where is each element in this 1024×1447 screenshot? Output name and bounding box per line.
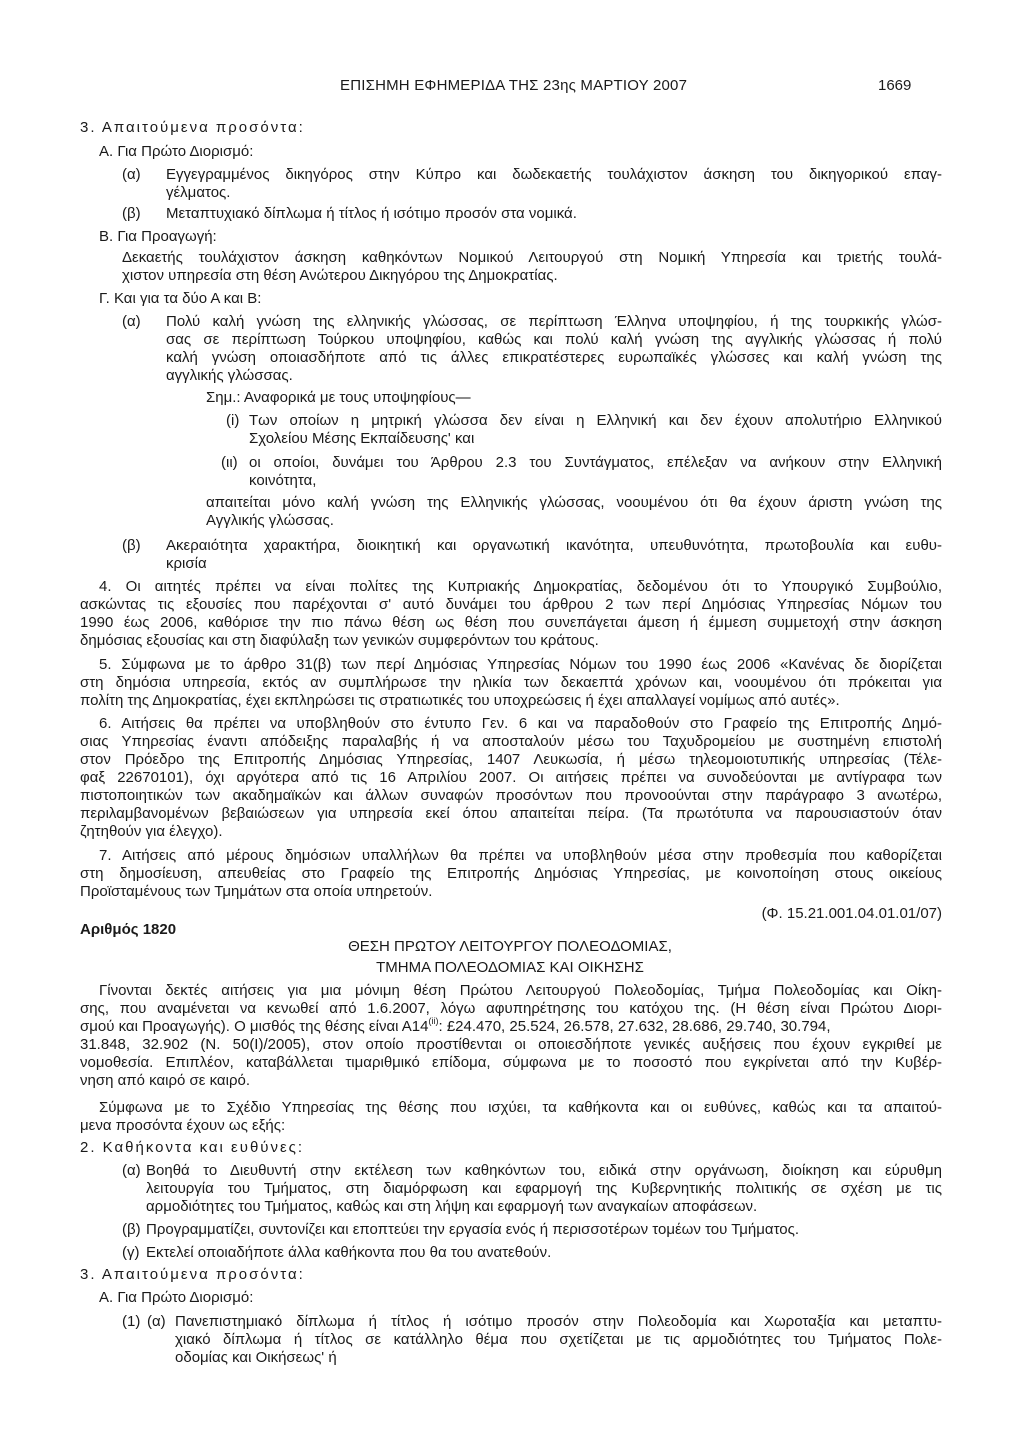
item-label: (α) (147, 1313, 166, 1330)
paragraph-line: Πολύ καλή γνώση της ελληνικής γλώσσας, σε περίπτωση Έλληνα υποψηφίου, ή της τουρκικής γλώσ- (166, 313, 942, 330)
notice-number: Αριθμός 1820 (80, 921, 177, 938)
paragraph-line: Αγγλικής γλώσσας. (206, 512, 334, 529)
salary-superscript: (ii) (428, 1016, 439, 1026)
item-label: (ιι) (221, 454, 238, 471)
section-heading: 3. Απαιτούμενα προσόντα: (80, 119, 305, 136)
paragraph-line: 31.848, 32.902 (Ν. 50(Ι)/2005), στον οποίο προστίθενται οι οποιεσδήποτε γενικές αυξήσεις που έχουν εγκριθεί με (80, 1036, 942, 1053)
section-heading: 3. Απαιτούμενα προσόντα: (80, 1266, 305, 1283)
paragraph-line: αρμοδιότητες του Τμήματος, καθώς και στη λήψη και εφαρμογή των αναγκαίων αποφάσεων. (146, 1198, 758, 1215)
paragraph-line: Των οποίων η μητρική γλώσσα δεν είναι η Ελληνική και δεν έχουν απολυτήριο Ελληνικού (249, 412, 942, 429)
page-number: 1669 (878, 77, 912, 94)
paragraph-line: οδομίας και Οικήσεως' ή (175, 1349, 337, 1366)
paragraph-line: ζητηθούν για έλεγχο). (80, 823, 223, 840)
paragraph-line: μενα προσόντα έχουν ως εξής: (80, 1117, 286, 1134)
paragraph-line: σης, που αναμένεται να κενωθεί από 1.6.2007, λόγω αφυπηρέτησης του κατόχου της. (Η θέση είναι Πρώτου Διορι- (80, 1000, 942, 1017)
paragraph-line: χιστον υπηρεσία στη θέση Ανώτερου Δικηγόρου της Δημοκρατίας. (122, 267, 558, 284)
item-label: (γ) (122, 1244, 140, 1261)
paragraph-line: σας σε περίπτωση Τούρκου υποψηφίου, καθώς και πολύ καλή γνώση της αγγλικής γλώσσας ή πολύ (166, 331, 942, 348)
paragraph-line: στον Πρόεδρο της Επιτροπής Δημόσιας Υπηρεσίας, 1407 Λευκωσία, ή μέσω τηλεομοιοτυπικής υπηρεσίας (Τέλε- (80, 751, 942, 768)
gazette-header-title: ΕΠΙΣΗΜΗ ΕΦΗΜΕΡΙΔΑ ΤΗΣ 23ης ΜΑΡΤΙΟΥ 2007 (340, 77, 688, 94)
paragraph-line: φαξ 22670101), όχι αργότερα από τις 16 Απριλίου 2007. Οι αιτήσεις πρέπει να συνοδεύονται με αντίγραφα των (80, 769, 942, 786)
paragraph-line: Εγγεγραμμένος δικηγόρος στην Κύπρο και δωδεκαετής τουλάχιστον άσκηση του δικηγορικού επαγ- (166, 166, 942, 183)
note-intro: Σημ.: Αναφορικά με τους υποψηφίους— (206, 389, 471, 406)
paragraph-line: νηση από καιρό σε καιρό. (80, 1072, 250, 1089)
item-label: (β) (122, 1221, 141, 1238)
subsection-title: Β. Για Προαγωγή: (99, 228, 217, 245)
paragraph-line: Βοηθά το Διευθυντή στην εκτέλεση των καθηκόντων του, ειδικά στην οργάνωση, διοίκηση και εύρυθμη (146, 1162, 942, 1179)
paragraph-line: οι οποίοι, δυνάμει του Άρθρου 2.3 του Συντάγματος, επέλεξαν να ανήκουν στην Ελληνική (249, 454, 942, 471)
paragraph-line: Γίνονται δεκτές αιτήσεις για μια μόνιμη θέση Πρώτου Λειτουργού Πολεοδομίας, Τμήμα Πολεοδομίας και Οίκη- (99, 982, 942, 999)
subsection-title: Α. Για Πρώτο Διορισμό: (99, 143, 254, 160)
paragraph-line: Σχολείου Μέσης Εκπαίδευσης' και (249, 430, 475, 447)
item-label: (α) (122, 166, 141, 183)
salary-text: σμού και Προαγωγής). Ο μισθός της θέσης είναι Α14 (80, 1018, 429, 1035)
paragraph-line: λειτουργία του Τμήματος, στη διαμόρφωση και εφαρμογή της Κυβερνητικής πολιτικής σε σχέση με τις (146, 1180, 942, 1197)
item-label: (1) (122, 1313, 141, 1330)
paragraph-line: χιακό δίπλωμα ή τίτλος σε κατάλληλο θέμα που σχετίζεται με τις αρμοδιότητες του Τμήματος Πολε- (175, 1331, 942, 1348)
paragraph-line: Εκτελεί οποιαδήποτε άλλα καθήκοντα που θα του ανατεθούν. (146, 1244, 552, 1261)
paragraph-line: πιστοποιητικών των ακαδημαϊκών και άλλων συναφών προσόντων που προνοούνται στην παράγραφο 3 ανωτέρω, (80, 787, 942, 804)
paragraph-line: στη δημόσια υπηρεσία, εκτός αν συμπλήρωσε την ηλικία των δεκαεπτά χρόνων και, νοουμένου ότι πρόκειται για (80, 674, 942, 691)
notice-title: ΤΜΗΜΑ ΠΟΛΕΟΔΟΜΙΑΣ ΚΑΙ ΟΙΚΗΣΗΣ (376, 959, 644, 976)
paragraph-line: γέλματος. (166, 184, 231, 201)
paragraph-line: αγγλικής γλώσσας. (166, 367, 293, 384)
paragraph-line: σιας Υπηρεσίας έναντι απόδειξης παραλαβής ή να αποσταλούν μέσω του Ταχυδρομείου με συστημένη επιστολή (80, 733, 942, 750)
paragraph-line: 5. Σύμφωνα με το άρθρο 31(β) των περί Δημόσιας Υπηρεσίας Νόμων του 1990 έως 2006 «Κανένας δε διορίζεται (99, 656, 942, 673)
item-label: (β) (122, 205, 141, 222)
paragraph-line: Ακεραιότητα χαρακτήρα, διοικητική και οργανωτική ικανότητα, υπευθυνότητα, πρωτοβουλία και ευθυ- (166, 537, 942, 554)
salary-line (80, 1018, 942, 1036)
paragraph-line: κρισία (166, 555, 207, 572)
item-label: (α) (122, 313, 141, 330)
subsection-title: Γ. Και για τα δύο Α και Β: (99, 290, 262, 307)
section-heading: 2. Καθήκοντα και ευθύνες: (80, 1139, 305, 1156)
paragraph-line: Πανεπιστημιακό δίπλωμα ή τίτλος ή ισότιμο προσόν στην Πολεοδομία και Χωροταξία και μεταπτυ- (175, 1313, 942, 1330)
paragraph-line: Σύμφωνα με το Σχέδιο Υπηρεσίας της θέσης που ισχύει, τα καθήκοντα και οι ευθύνες, καθώς και τα απαιτού- (99, 1099, 942, 1116)
paragraph-line: καλή γνώση οποιασδήποτε από τις άλλες επικρατέστερες ευρωπαϊκές γλώσσες και καλή γνώση της (166, 349, 942, 366)
paragraph-line: 1990 έως 2006, καθόρισε την πιο πάνω θέση ως θέση που συνεπάγεται άμεση ή έμμεση συμμετοχή στην άσκηση (80, 614, 942, 631)
file-reference: (Φ. 15.21.001.04.01.01/07) (761, 905, 942, 922)
paragraph-line: πολίτη της Δημοκρατίας, έχει εκπληρώσει τις στρατιωτικές του υποχρεώσεις ή έχει απαλλαγεί νομίμως από αυτές». (80, 692, 840, 709)
paragraph-line: 4. Οι αιτητές πρέπει να είναι πολίτες της Κυπριακής Δημοκρατίας, δεδομένου ότι το Υπουργικό Συμβούλιο, (99, 578, 942, 595)
paragraph-line: Προϊσταμένους των Τμημάτων στα οποία υπηρετούν. (80, 883, 433, 900)
paragraph-line: περιλαμβανομένων βεβαιώσεων για υπηρεσία εκεί όπου απαιτείται πείρα. (Τα πρωτότυπα να παρουσιαστούν όταν (80, 805, 942, 822)
item-label: (i) (226, 412, 240, 429)
paragraph-line: Δεκαετής τουλάχιστον άσκηση καθηκόντων Νομικού Λειτουργού στη Νομική Υπηρεσία και τριετής τουλά- (122, 249, 942, 266)
paragraph-line: απαιτείται μόνο καλή γνώση της Ελληνικής γλώσσας, νοουμένου ότι θα έχουν άριστη γνώση της (206, 494, 942, 511)
paragraph-line: Μεταπτυχιακό δίπλωμα ή τίτλος ή ισότιμο προσόν στα νομικά. (166, 205, 577, 222)
paragraph-line: κοινότητα, (249, 472, 317, 489)
paragraph-line: ασκώντας τις εξουσίες που παρέχονται σ' αυτό δυνάμει του άρθρου 2 των περί Δημόσιας Υπηρεσίας Νόμων του (80, 596, 942, 613)
paragraph-line: Προγραμματίζει, συντονίζει και εποπτεύει την εργασία ενός ή περισσοτέρων τομέων του Τμήματος. (146, 1221, 800, 1238)
paragraph-line: 6. Αιτήσεις θα πρέπει να υποβληθούν στο έντυπο Γεν. 6 και να παραδοθούν στο Γραφείο της Επιτροπής Δημό- (99, 715, 942, 732)
salary-scale: : £24.470, 25.524, 26.578, 27.632, 28.686, 29.740, 30.794, (438, 1018, 831, 1035)
paragraph-line: νομοθεσία. Επιπλέον, καταβάλλεται τιμαριθμικό επίδομα, σύμφωνα με το ποσοστό που εγκρίνεται από την Κυβέρ- (80, 1054, 942, 1071)
paragraph-line: 7. Αιτήσεις από μέρους δημόσιων υπαλλήλων θα πρέπει να υποβληθούν μέσα στην προθεσμία που καθορίζεται (99, 847, 942, 864)
paragraph-line: δημόσιας εξουσίας και στη διαφύλαξη των γενικών συμφερόντων του κράτους. (80, 632, 599, 649)
paragraph-line: στη δημοσίευση, απευθείας στο Γραφείο της Επιτροπής Δημόσιας Υπηρεσίας, με κοινοποίηση στους οικείους (80, 865, 942, 882)
subsection-title: Α. Για Πρώτο Διορισμό: (99, 1289, 254, 1306)
item-label: (β) (122, 537, 141, 554)
item-label: (α) (122, 1162, 141, 1179)
notice-title: ΘΕΣΗ ΠΡΩΤΟΥ ΛΕΙΤΟΥΡΓΟΥ ΠΟΛΕΟΔΟΜΙΑΣ, (348, 938, 672, 955)
